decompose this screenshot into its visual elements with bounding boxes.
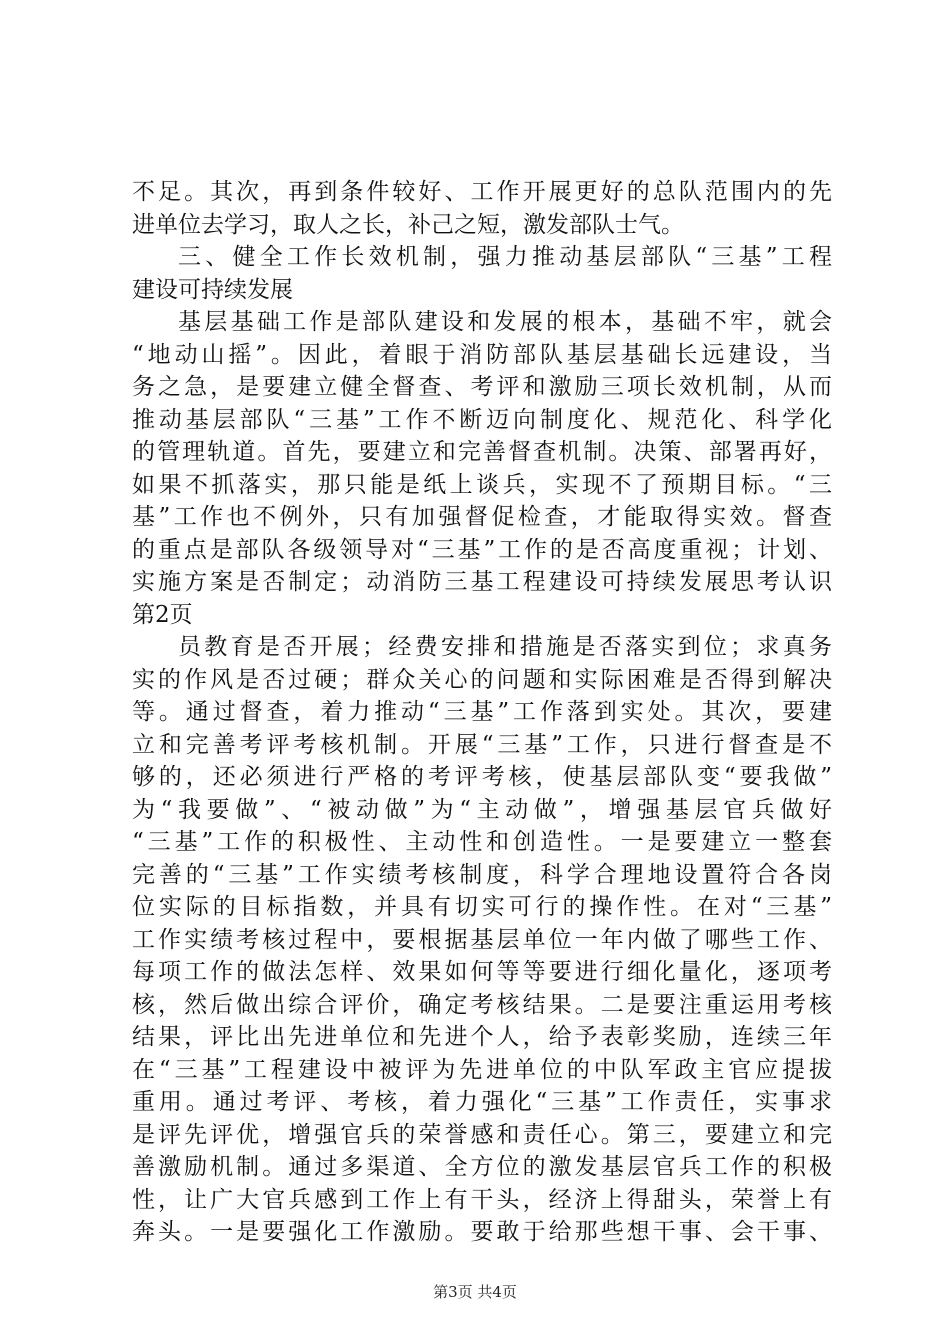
text-line: 建设可持续发展: [132, 276, 293, 303]
text-line: 奔头。一是要强化工作激励。要敢于给那些想干事、会干事、: [132, 1219, 832, 1245]
text-line: 在“三基”工程建设中被评为先进单位的中队军政主官应提拔: [132, 1056, 832, 1083]
text-line: 重用。通过考评、考核，着力强化“三基”工作责任，实事求: [132, 1089, 832, 1115]
text-line: 实的作风是否过硬；群众关心的问题和实际困难是否得到解决: [132, 666, 832, 693]
text-line: 进单位去学习，取人之长，补己之短，激发部队士气。: [132, 211, 684, 238]
text-line: 为“我要做”、“被动做”为“主动做”，增强基层官兵做好: [132, 796, 832, 823]
text-line: 务之急，是要建立健全督查、考评和激励三项长效机制，从而: [132, 374, 832, 400]
text-line: 如果不抓落实，那只能是纸上谈兵，实现不了预期目标。“三: [132, 471, 832, 498]
text-line: 善激励机制。通过多渠道、全方位的激发基层官兵工作的积极: [132, 1154, 832, 1180]
text-line: 基”工作也不例外，只有加强督促检查，才能取得实效。督查: [132, 504, 832, 530]
text-line: 推动基层部队“三基”工作不断迈向制度化、规范化、科学化: [132, 406, 832, 433]
text-line: “地动山摇”。因此，着眼于消防部队基层基础长远建设，当: [132, 341, 832, 368]
text-line: 性，让广大官兵感到工作上有干头，经济上得甜头，荣誉上有: [132, 1186, 832, 1213]
text-line: 等。通过督查，着力推动“三基”工作落到实处。其次，要建: [132, 699, 832, 725]
text-line: 不足。其次，再到条件较好、工作开展更好的总队范围内的先: [132, 179, 832, 205]
text-line: 位实际的目标指数，并具有切实可行的操作性。在对“三基”: [132, 894, 832, 920]
text-line: 基层基础工作是部队建设和发展的根本，基础不牢，就会: [178, 309, 832, 335]
text-line: 够的，还必须进行严格的考评考核，使基层部队变“要我做”: [132, 764, 832, 790]
text-line: 核，然后做出综合评价，确定考核结果。二是要注重运用考核: [132, 991, 832, 1018]
text-line: 立和完善考评考核机制。开展“三基”工作，只进行督查是不: [132, 731, 832, 758]
text-line: 每项工作的做法怎样、效果如何等等要进行细化量化，逐项考: [132, 959, 832, 985]
page-footer: [0, 1282, 950, 1302]
text-line: 实施方案是否制定；动消防三基工程建设可持续发展思考认识: [132, 569, 832, 595]
text-line: 第2页: [132, 601, 193, 628]
text-line: 工作实绩考核过程中，要根据基层单位一年内做了哪些工作、: [132, 926, 832, 953]
document-body: [132, 176, 832, 1249]
page-indicator: 第3页 共4页: [433, 1283, 517, 1301]
text-line: 完善的“三基”工作实绩考核制度，科学合理地设置符合各岗: [132, 861, 832, 888]
text-line: 三、健全工作长效机制，强力推动基层部队“三基”工程: [178, 244, 832, 270]
text-line: 员教育是否开展；经费安排和措施是否落实到位；求真务: [178, 634, 832, 660]
text-line: 的管理轨道。首先，要建立和完善督查机制。决策、部署再好，: [132, 439, 832, 465]
text-line: 是评先评优，增强官兵的荣誉感和责任心。第三，要建立和完: [132, 1121, 832, 1148]
text-line: 的重点是部队各级领导对“三基”工作的是否高度重视；计划、: [132, 536, 832, 563]
text-line: “三基”工作的积极性、主动性和创造性。一是要建立一整套: [132, 829, 832, 855]
text-line: 结果，评比出先进单位和先进个人，给予表彰奖励，连续三年: [132, 1024, 832, 1050]
